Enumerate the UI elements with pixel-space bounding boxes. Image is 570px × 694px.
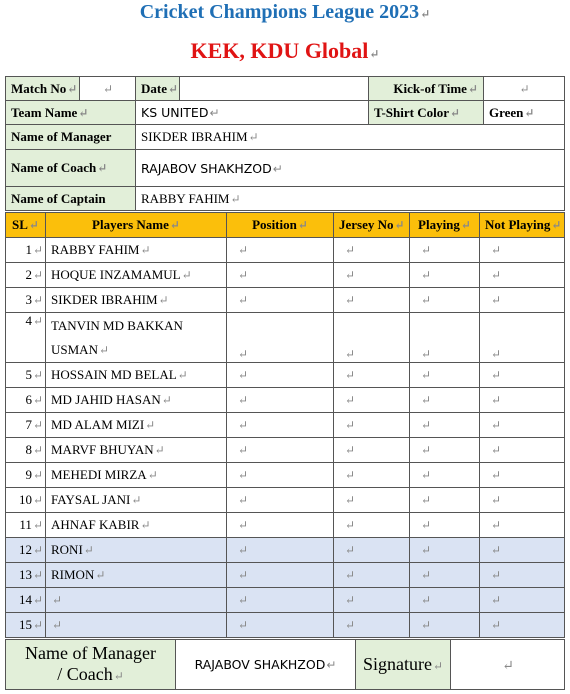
player-not-playing-cell[interactable]: ↵ <box>480 613 565 638</box>
player-row <box>6 413 565 438</box>
date-label: Date↵ <box>136 77 180 101</box>
col-header-playing: Playing↵ <box>410 213 480 238</box>
kickoff-label: Kick-of Time↵ <box>369 77 484 101</box>
player-playing-cell[interactable]: ↵ <box>410 463 480 488</box>
player-row <box>6 588 565 613</box>
player-row <box>6 288 565 313</box>
player-row <box>6 388 565 413</box>
manager-coach-label: Name of Manager / Coach↵ <box>6 640 176 690</box>
player-row <box>6 238 565 263</box>
venue-subtitle: KEK, KDU Global↵ <box>190 38 380 63</box>
player-jersey-no-cell[interactable]: ↵ <box>334 388 410 413</box>
player-name[interactable]: MEHEDI MIRZA↵ <box>46 463 227 488</box>
manager-label: Name of Manager <box>6 125 136 150</box>
player-row <box>6 313 565 363</box>
player-playing-cell[interactable]: ↵ <box>410 413 480 438</box>
player-not-playing-cell[interactable]: ↵ <box>480 438 565 463</box>
player-position-cell[interactable]: ↵ <box>227 463 334 488</box>
footer-table <box>5 639 565 690</box>
team-name-value[interactable]: KS UNITED↵ <box>136 101 369 125</box>
player-not-playing-cell[interactable]: ↵ <box>480 238 565 263</box>
player-not-playing-cell[interactable]: ↵ <box>480 263 565 288</box>
player-playing-cell[interactable]: ↵ <box>410 588 480 613</box>
player-playing-cell[interactable]: ↵ <box>410 438 480 463</box>
player-playing-cell[interactable]: ↵ <box>410 563 480 588</box>
player-sl: 1↵ <box>6 238 46 263</box>
player-not-playing-cell[interactable]: ↵ <box>480 588 565 613</box>
player-sl: 15↵ <box>6 613 46 638</box>
player-not-playing-cell[interactable]: ↵ <box>480 563 565 588</box>
date-field[interactable] <box>180 77 369 101</box>
player-row <box>6 513 565 538</box>
player-position-cell[interactable]: ↵ <box>227 313 334 363</box>
player-row <box>6 563 565 588</box>
player-position-cell[interactable]: ↵ <box>227 438 334 463</box>
player-row <box>6 363 565 388</box>
captain-value[interactable]: RABBY FAHIM↵ <box>136 187 565 211</box>
player-row <box>6 488 565 513</box>
col-header-jersey-no: Jersey No↵ <box>334 213 410 238</box>
player-sl: 4↵ <box>6 313 46 363</box>
manager-value[interactable]: SIKDER IBRAHIM↵ <box>136 125 565 150</box>
player-sl: 13↵ <box>6 563 46 588</box>
player-jersey-no-cell[interactable]: ↵ <box>334 363 410 388</box>
player-not-playing-cell[interactable]: ↵ <box>480 288 565 313</box>
player-name[interactable]: MD JAHID HASAN↵ <box>46 388 227 413</box>
player-name[interactable]: SIKDER IBRAHIM↵ <box>46 288 227 313</box>
kickoff-field[interactable]: ↵ <box>484 77 565 101</box>
signature-label: Signature↵ <box>356 640 451 690</box>
player-name[interactable]: AHNAF KABIR↵ <box>46 513 227 538</box>
player-name[interactable]: TANVIN MD BAKKAN USMAN↵ <box>46 313 227 363</box>
player-jersey-no-cell[interactable]: ↵ <box>334 263 410 288</box>
player-name[interactable]: MARVF BHUYAN↵ <box>46 438 227 463</box>
player-name[interactable]: HOQUE INZAMAMUL↵ <box>46 263 227 288</box>
player-position-cell[interactable]: ↵ <box>227 588 334 613</box>
player-playing-cell[interactable]: ↵ <box>410 238 480 263</box>
player-sl: 6↵ <box>6 388 46 413</box>
player-name[interactable]: FAYSAL JANI↵ <box>46 488 227 513</box>
player-name[interactable]: ↵ <box>46 613 227 638</box>
players-table <box>5 212 565 638</box>
player-position-cell[interactable]: ↵ <box>227 538 334 563</box>
player-jersey-no-cell[interactable]: ↵ <box>334 613 410 638</box>
player-playing-cell[interactable]: ↵ <box>410 613 480 638</box>
player-not-playing-cell[interactable]: ↵ <box>480 538 565 563</box>
player-jersey-no-cell[interactable]: ↵ <box>334 463 410 488</box>
player-jersey-no-cell[interactable]: ↵ <box>334 488 410 513</box>
player-not-playing-cell[interactable]: ↵ <box>480 388 565 413</box>
coach-label: Name of Coach↵ <box>6 150 136 187</box>
col-header-not-playing: Not Playing↵ <box>480 213 565 238</box>
player-position-cell[interactable]: ↵ <box>227 388 334 413</box>
match-info-table <box>5 76 565 211</box>
player-playing-cell[interactable]: ↵ <box>410 288 480 313</box>
player-position-cell[interactable]: ↵ <box>227 513 334 538</box>
player-jersey-no-cell[interactable]: ↵ <box>334 588 410 613</box>
player-sl: 10↵ <box>6 488 46 513</box>
match-no-field[interactable]: ↵ <box>80 77 136 101</box>
player-sl: 2↵ <box>6 263 46 288</box>
player-sl: 11↵ <box>6 513 46 538</box>
player-name[interactable]: HOSSAIN MD BELAL↵ <box>46 363 227 388</box>
player-sl: 14↵ <box>6 588 46 613</box>
player-row <box>6 263 565 288</box>
player-playing-cell[interactable]: ↵ <box>410 513 480 538</box>
col-header-sl: SL↵ <box>6 213 46 238</box>
col-header-players-name: Players Name↵ <box>46 213 227 238</box>
player-not-playing-cell[interactable]: ↵ <box>480 513 565 538</box>
player-position-cell[interactable]: ↵ <box>227 413 334 438</box>
player-name[interactable]: RONI↵ <box>46 538 227 563</box>
manager-coach-value[interactable]: RAJABOV SHAKHZOD↵ <box>176 640 356 690</box>
player-name[interactable]: MD ALAM MIZI↵ <box>46 413 227 438</box>
player-name[interactable]: RIMON↵ <box>46 563 227 588</box>
player-row <box>6 613 565 638</box>
player-sl: 3↵ <box>6 288 46 313</box>
tshirt-color-label: T-Shirt Color↵ <box>369 101 484 125</box>
player-sl: 5↵ <box>6 363 46 388</box>
player-playing-cell[interactable]: ↵ <box>410 538 480 563</box>
player-playing-cell[interactable]: ↵ <box>410 263 480 288</box>
player-not-playing-cell[interactable]: ↵ <box>480 313 565 363</box>
player-not-playing-cell[interactable]: ↵ <box>480 363 565 388</box>
player-playing-cell[interactable]: ↵ <box>410 488 480 513</box>
player-not-playing-cell[interactable]: ↵ <box>480 488 565 513</box>
player-name[interactable]: RABBY FAHIM↵ <box>46 238 227 263</box>
player-not-playing-cell[interactable]: ↵ <box>480 413 565 438</box>
player-not-playing-cell[interactable]: ↵ <box>480 463 565 488</box>
player-position-cell[interactable]: ↵ <box>227 613 334 638</box>
league-title: Cricket Champions League 2023↵ <box>139 1 431 23</box>
player-jersey-no-cell[interactable]: ↵ <box>334 413 410 438</box>
players-header-row <box>6 213 565 238</box>
player-playing-cell[interactable]: ↵ <box>410 363 480 388</box>
player-row <box>6 538 565 563</box>
coach-value[interactable]: RAJABOV SHAKHZOD↵ <box>136 150 565 187</box>
tshirt-color-value[interactable]: Green↵ <box>484 101 565 125</box>
player-position-cell[interactable]: ↵ <box>227 263 334 288</box>
player-playing-cell[interactable]: ↵ <box>410 388 480 413</box>
player-position-cell[interactable]: ↵ <box>227 288 334 313</box>
player-sl: 12↵ <box>6 538 46 563</box>
player-jersey-no-cell[interactable]: ↵ <box>334 563 410 588</box>
player-position-cell[interactable]: ↵ <box>227 238 334 263</box>
player-position-cell[interactable]: ↵ <box>227 363 334 388</box>
player-playing-cell[interactable]: ↵ <box>410 313 480 363</box>
player-position-cell[interactable]: ↵ <box>227 563 334 588</box>
signature-field[interactable]: ↵ <box>451 640 565 690</box>
player-row <box>6 463 565 488</box>
player-jersey-no-cell[interactable]: ↵ <box>334 438 410 463</box>
captain-label: Name of Captain <box>6 187 136 211</box>
player-jersey-no-cell[interactable]: ↵ <box>334 313 410 363</box>
player-jersey-no-cell[interactable]: ↵ <box>334 513 410 538</box>
match-no-label: Match No↵ <box>6 77 80 101</box>
player-jersey-no-cell[interactable]: ↵ <box>334 288 410 313</box>
player-jersey-no-cell[interactable]: ↵ <box>334 238 410 263</box>
col-header-position: Position↵ <box>227 213 334 238</box>
player-row <box>6 438 565 463</box>
player-position-cell[interactable]: ↵ <box>227 488 334 513</box>
player-name[interactable]: ↵ <box>46 588 227 613</box>
team-name-label: Team Name↵ <box>6 101 136 125</box>
player-jersey-no-cell[interactable]: ↵ <box>334 538 410 563</box>
player-sl: 9↵ <box>6 463 46 488</box>
player-sl: 7↵ <box>6 413 46 438</box>
player-sl: 8↵ <box>6 438 46 463</box>
